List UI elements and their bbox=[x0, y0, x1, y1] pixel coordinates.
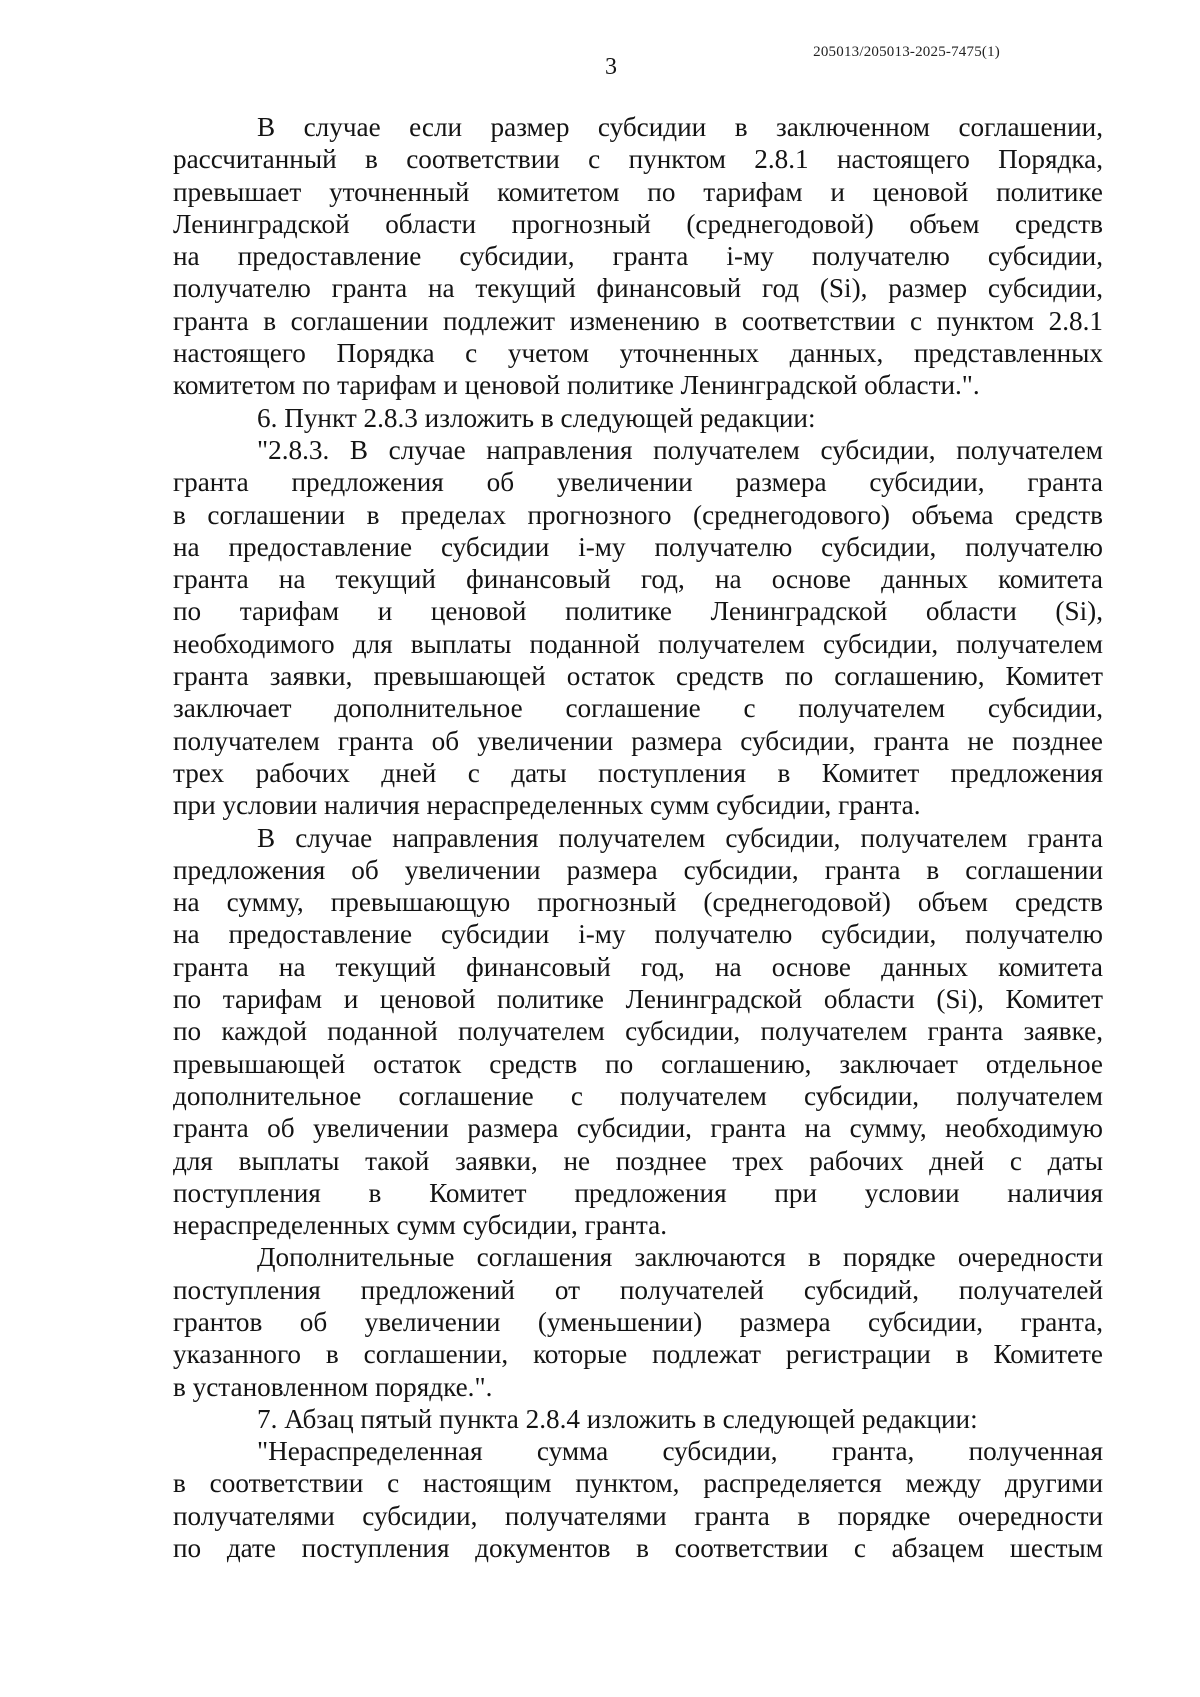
paragraph-clause-2-8-3 bbox=[173, 434, 1103, 822]
text-line: поступления в Комитет предложения при условии наличия bbox=[173, 1177, 1103, 1208]
text-line: гранта предложения об увеличении размера субсидии, гранта bbox=[173, 467, 1103, 498]
text-line: для выплаты такой заявки, не позднее трех рабочих дней с даты bbox=[173, 1145, 1103, 1176]
text-line: Дополнительные соглашения заключаются в порядке очередности bbox=[257, 1242, 1103, 1273]
text-line: гранта об увеличении размера субсидии, гранта на сумму, необходимую bbox=[173, 1113, 1103, 1144]
text-line: при условии наличия нераспределенных сумм субсидии, гранта. bbox=[173, 790, 921, 821]
text-line: на предоставление субсидии i-му получателю субсидии, получателю bbox=[173, 531, 1103, 562]
text-line: необходимого для выплаты поданной получателем субсидии, получателем bbox=[173, 628, 1103, 659]
text-line: указанного в соглашении, которые подлежат регистрации в Комитете bbox=[173, 1339, 1103, 1370]
text-line: Ленинградской области прогнозный (среднегодовой) объем средств bbox=[173, 208, 1103, 239]
text-line: по каждой поданной получателем субсидии, получателем гранта заявке, bbox=[173, 1016, 1103, 1047]
text-line: трех рабочих дней с даты поступления в Комитет предложения bbox=[173, 757, 1103, 788]
paragraph-item-7-heading bbox=[173, 1403, 1103, 1435]
text-line: В случае если размер субсидии в заключенном соглашении, bbox=[257, 112, 1103, 142]
text-line: на сумму, превышающую прогнозный (среднегодовой) объем средств bbox=[173, 887, 1103, 918]
text-line: в соответствии с настоящим пунктом, распределяется между другими bbox=[173, 1468, 1103, 1499]
page-number: 3 bbox=[605, 54, 617, 80]
document-body bbox=[173, 111, 1103, 1564]
text-line: заключает дополнительное соглашение с получателем субсидии, bbox=[173, 693, 1103, 724]
text-line: настоящего Порядка с учетом уточненных данных, представленных bbox=[173, 338, 1103, 369]
text-line: дополнительное соглашение с получателем субсидии, получателем bbox=[173, 1080, 1103, 1111]
text-line: превышающей остаток средств по соглашению, заключает отдельное bbox=[173, 1048, 1103, 1079]
paragraph-item-6-heading bbox=[173, 402, 1103, 434]
text-line: по тарифам и ценовой политике Ленинградской области (Si), bbox=[173, 596, 1103, 627]
paragraph-undistributed-amount bbox=[173, 1435, 1103, 1564]
text-line: получателями субсидии, получателями гранта в порядке очередности bbox=[173, 1500, 1103, 1531]
text-line: на предоставление субсидии i-му получателю субсидии, получателю bbox=[173, 919, 1103, 950]
text-line: комитетом по тарифам и ценовой политике Ленинградской области.". bbox=[173, 370, 980, 401]
text-line: В случае направления получателем субсидии, получателем гранта bbox=[257, 822, 1103, 853]
paragraph-excess-amount bbox=[173, 822, 1103, 1242]
text-line: по тарифам и ценовой политике Ленинградской области (Si), Комитет bbox=[173, 984, 1103, 1015]
text-line: 7. Абзац пятый пункта 2.8.4 изложить в следующей редакции: bbox=[257, 1403, 978, 1434]
text-line: рассчитанный в соответствии с пунктом 2.8.1 настоящего Порядка, bbox=[173, 144, 1103, 175]
text-line: в соглашении в пределах прогнозного (среднегодового) объема средств bbox=[173, 499, 1103, 530]
text-line: на предоставление субсидии, гранта i-му получателю субсидии, bbox=[173, 241, 1103, 272]
text-line: грантов об увеличении (уменьшении) размера субсидии, гранта, bbox=[173, 1306, 1103, 1337]
text-line: 6. Пункт 2.8.3 изложить в следующей редакции: bbox=[257, 402, 816, 433]
text-line: по дате поступления документов в соответствии с абзацем шестым bbox=[173, 1533, 1103, 1564]
text-line: в установленном порядке.". bbox=[173, 1371, 493, 1402]
paragraph-subsidy-size-adjustment bbox=[173, 111, 1103, 402]
text-line: гранта в соглашении подлежит изменению в соответствии с пунктом 2.8.1 bbox=[173, 305, 1103, 336]
text-line: получателем гранта об увеличении размера субсидии, гранта не позднее bbox=[173, 725, 1103, 756]
text-line: гранта на текущий финансовый год, на основе данных комитета bbox=[173, 951, 1103, 982]
paragraph-additional-agreements bbox=[173, 1241, 1103, 1402]
text-line: получателю гранта на текущий финансовый год (Si), размер субсидии, bbox=[173, 273, 1103, 304]
text-line: превышает уточненный комитетом по тарифам и ценовой политике bbox=[173, 176, 1103, 207]
text-line: поступления предложений от получателей субсидий, получателей bbox=[173, 1274, 1103, 1305]
text-line: гранта на текущий финансовый год, на основе данных комитета bbox=[173, 564, 1103, 595]
document-registration-number: 205013/205013-2025-7475(1) bbox=[813, 44, 1000, 60]
text-line: нераспределенных сумм субсидии, гранта. bbox=[173, 1210, 667, 1241]
text-line: "2.8.3. В случае направления получателем субсидии, получателем bbox=[257, 434, 1103, 465]
text-line: гранта заявки, превышающей остаток средств по соглашению, Комитет bbox=[173, 661, 1103, 692]
text-line: предложения об увеличении размера субсидии, гранта в соглашении bbox=[173, 854, 1103, 885]
text-line: "Нераспределенная сумма субсидии, гранта, полученная bbox=[257, 1436, 1103, 1467]
